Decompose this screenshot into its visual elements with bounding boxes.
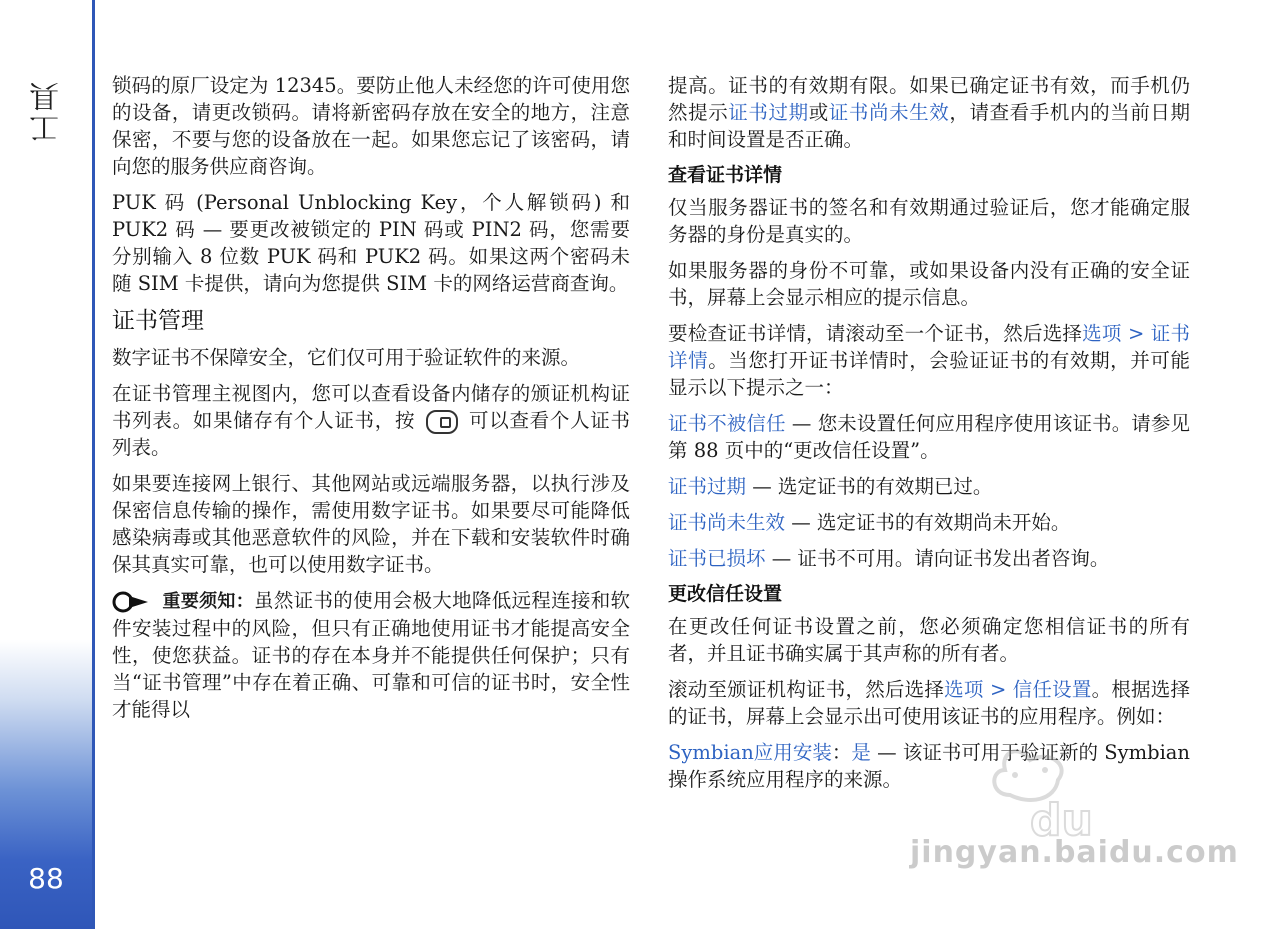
page-number: 88 [28,862,64,895]
validity-text-a: 提高。证书的有效期有限。如果已确定证书有效，而手机仍然提示 [668,74,1190,124]
link-symbian-install[interactable]: Symbian应用安装 [668,741,832,764]
paragraph-trust-owner: 在更改任何证书设置之前，您必须确定您相信证书的所有者，并且证书确实属于其声称的所有者。 [668,615,1190,665]
note-text: 虽然证书的使用会极大地降低远程连接和软件安装过程中的风险，但只有正确地使用证书才能提高安全性，使您获益。证书的存在本身并不能提供任何保护；只有当“证书管理”中存在着正确、可靠和可信的证书时，安全性才能得以 [112,589,631,721]
paragraph-cert-intro: 数字证书不保障安全，它们仅可用于验证软件的来源。 [112,346,581,369]
link-cert-expired[interactable]: 证书过期 [728,101,809,124]
sidebar-divider [92,0,95,929]
link-cert-corrupted[interactable]: 证书已损坏 [668,547,766,570]
link-cert-untrusted[interactable]: 证书不被信任 [668,412,786,435]
notice-expired [668,473,1190,500]
key-icon [426,410,458,434]
paragraph-cert-list [112,380,630,461]
heading-view-cert-details: 查看证书详情 [668,164,783,186]
paragraph-server-identity: 仅当服务器证书的签名和有效期通过验证后，您才能确定服务器的身份是真实的。 [668,196,1190,246]
paragraph-trust-steps [668,676,1190,730]
symbian-colon: ： [831,741,852,764]
check-details-text-b: 。当您打开证书详情时，会验证证书的有效期，并可能显示以下提示之一： [668,349,1190,399]
warning-hand-icon [112,590,150,614]
link-options-cert-details[interactable]: 选项 > 证书详情 [668,322,1190,372]
important-note [112,587,630,723]
section-title: 工具 [30,80,65,144]
cert-list-text-a: 在证书管理主视图内，您可以查看设备内储存的颁证机构证书列表。如果储存有个人证书，按 [112,382,630,432]
left-column [112,72,630,732]
paragraph-validity [668,72,1190,153]
validity-text-b: 或 [808,101,829,124]
right-column [668,72,1190,802]
paragraph-symbian-example [668,739,1190,793]
note-label: 重要须知： [162,591,255,612]
trust-steps-text-b: 。根据选择的证书，屏幕上会显示出可使用该证书的应用程序。例如： [668,678,1190,728]
cert-list-text-b: 可以查看个人证书列表。 [112,409,630,459]
svg-text:du: du [1030,795,1093,846]
notice-untrusted [668,410,1190,464]
notice-not-yet-valid-text: — 选定证书的有效期尚未开始。 [785,511,1071,534]
link-cert-not-valid-yet[interactable]: 证书尚未生效 [828,101,950,124]
paragraph-puk-code: PUK 码 (Personal Unblocking Key，个人解锁码) 和 PUK2 码 — 要更改被锁定的 PIN 码或 PIN2 码，您需要分别输入 8 位数 PUK 码和 PUK2 码。如果这两个密码未随 SIM 卡提供，请向为您提供 SIM 卡的网络运营商查询。 [112,191,630,295]
notice-expired-text: — 选定证书的有效期已过。 [746,475,993,498]
notice-corrupted [668,545,1190,572]
link-notice-expired[interactable]: 证书过期 [668,475,747,498]
heading-change-trust-settings: 更改信任设置 [668,583,783,605]
check-details-text-a: 要检查证书详情，请滚动至一个证书，然后选择 [668,322,1083,345]
paragraph-lock-code: 锁码的原厂设定为 12345。要防止他人未经您的许可使用您的设备，请更改锁码。请将新密码存放在安全的地方，注意保密，不要与您的设备放在一起。如果您忘记了该密码，请向您的服务供应商咨询。 [112,74,630,178]
link-options-trust-settings[interactable]: 选项 > 信任设置 [944,678,1092,701]
paragraph-check-details [668,320,1190,401]
watermark-text: jingyan.baidu.com [910,835,1239,870]
link-yes[interactable]: 是 [851,741,871,764]
notice-corrupted-text: — 证书不可用。请向证书发出者咨询。 [765,547,1110,570]
symbian-example-text: — 该证书可用于验证新的 Symbian 操作系统应用程序的来源。 [668,741,1190,791]
paragraph-cert-usage: 如果要连接网上银行、其他网站或远端服务器，以执行涉及保密信息传输的操作，需使用数字证书。如果要尽可能降低感染病毒或其他恶意软件的风险，并在下载和安装软件时确保其真实可靠，也可以使用数字证书。 [112,472,630,576]
notice-untrusted-text: — 您未设置任何应用程序使用该证书。请参见第 88 页中的“更改信任设置”。 [668,412,1190,462]
notice-not-yet-valid [668,509,1190,536]
paragraph-untrusted-server: 如果服务器的身份不可靠，或如果设备内没有正确的安全证书，屏幕上会显示相应的提示信息。 [668,259,1190,309]
trust-steps-text-a: 滚动至颁证机构证书，然后选择 [668,678,945,701]
link-notice-not-yet-valid[interactable]: 证书尚未生效 [668,511,786,534]
validity-text-c: ，请查看手机内的当前日期和时间设置是否正确。 [668,101,1190,151]
heading-certificate-management: 证书管理 [112,308,204,334]
